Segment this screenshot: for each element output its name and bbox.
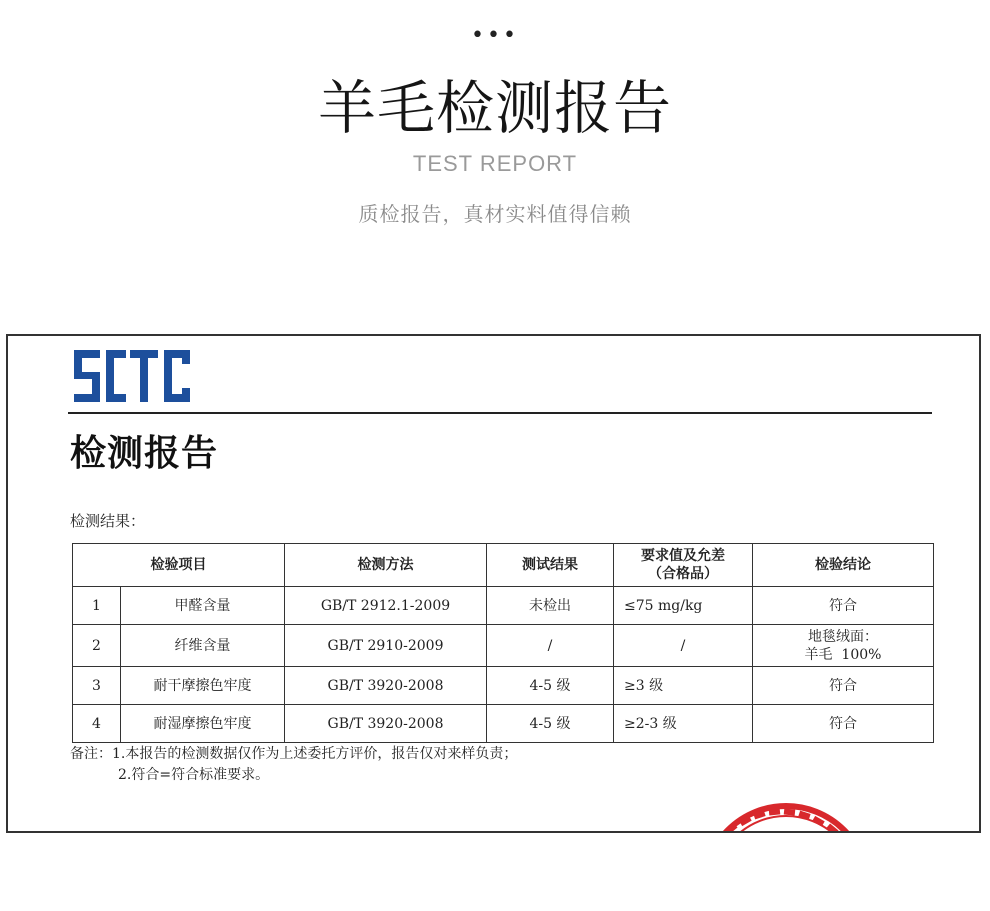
subtitle-english: TEST REPORT bbox=[412, 151, 578, 176]
subtitle-chinese: 质检报告，真材实料值得信赖 bbox=[358, 202, 632, 226]
results-label: 检测结果： bbox=[70, 512, 146, 530]
header-requirement bbox=[614, 544, 753, 587]
row-conclusion bbox=[753, 625, 934, 667]
header-item: 检验项目 bbox=[73, 544, 285, 587]
row-item: 甲醛含量 bbox=[121, 587, 285, 625]
row-requirement: ≥2-3 级 bbox=[614, 705, 753, 743]
row-number: 4 bbox=[73, 705, 121, 743]
header-requirement-line2: （合格品） bbox=[648, 566, 718, 582]
report-title: 检测报告 bbox=[70, 433, 219, 474]
table-header-row bbox=[73, 544, 934, 587]
row-result: / bbox=[487, 625, 614, 667]
results-table bbox=[72, 543, 934, 743]
table-row bbox=[73, 587, 934, 625]
header-conclusion: 检验结论 bbox=[753, 544, 934, 587]
row-conclusion-line2: 羊毛 100% bbox=[804, 646, 882, 663]
table-row bbox=[73, 705, 934, 743]
row-number: 1 bbox=[73, 587, 121, 625]
header-result: 测试结果 bbox=[487, 544, 614, 587]
note-line-2: 2.符合=符合标准要求。 bbox=[118, 767, 270, 783]
row-result: 4-5 级 bbox=[487, 667, 614, 705]
header-method: 检测方法 bbox=[285, 544, 487, 587]
row-conclusion: 符合 bbox=[753, 705, 934, 743]
row-item: 耐湿摩擦色牢度 bbox=[121, 705, 285, 743]
row-conclusion-line1: 地毯绒面： bbox=[808, 628, 878, 645]
header-rule bbox=[68, 412, 932, 414]
row-method: GB/T 2910-2009 bbox=[285, 625, 487, 667]
page-title: 羊毛检测报告 bbox=[317, 74, 672, 142]
report-notes bbox=[70, 744, 517, 786]
row-requirement: / bbox=[614, 625, 753, 667]
header-requirement-line1: 要求值及允差 bbox=[641, 548, 725, 564]
row-result: 4-5 级 bbox=[487, 705, 614, 743]
row-result: 未检出 bbox=[487, 587, 614, 625]
row-requirement: ≥3 级 bbox=[614, 667, 753, 705]
test-report-document bbox=[6, 334, 981, 833]
row-requirement: ≤75 mg/kg bbox=[614, 587, 753, 625]
row-conclusion: 符合 bbox=[753, 587, 934, 625]
row-number: 3 bbox=[73, 667, 121, 705]
row-number: 2 bbox=[73, 625, 121, 667]
table-row bbox=[73, 625, 934, 667]
note-line-1: 备注：1.本报告的检测数据仅作为上述委托方评价，报告仅对来样负责； bbox=[70, 746, 518, 762]
row-method: GB/T 2912.1-2009 bbox=[285, 587, 487, 625]
row-method: GB/T 3920-2008 bbox=[285, 667, 487, 705]
ellipsis-dots: ••• bbox=[471, 23, 519, 48]
table-row bbox=[73, 667, 934, 705]
sctc-logo bbox=[72, 350, 196, 404]
row-method: GB/T 3920-2008 bbox=[285, 705, 487, 743]
official-seal-stamp bbox=[696, 798, 876, 833]
row-item: 耐干摩擦色牢度 bbox=[121, 667, 285, 705]
row-conclusion: 符合 bbox=[753, 667, 934, 705]
row-item: 纤维含量 bbox=[121, 625, 285, 667]
